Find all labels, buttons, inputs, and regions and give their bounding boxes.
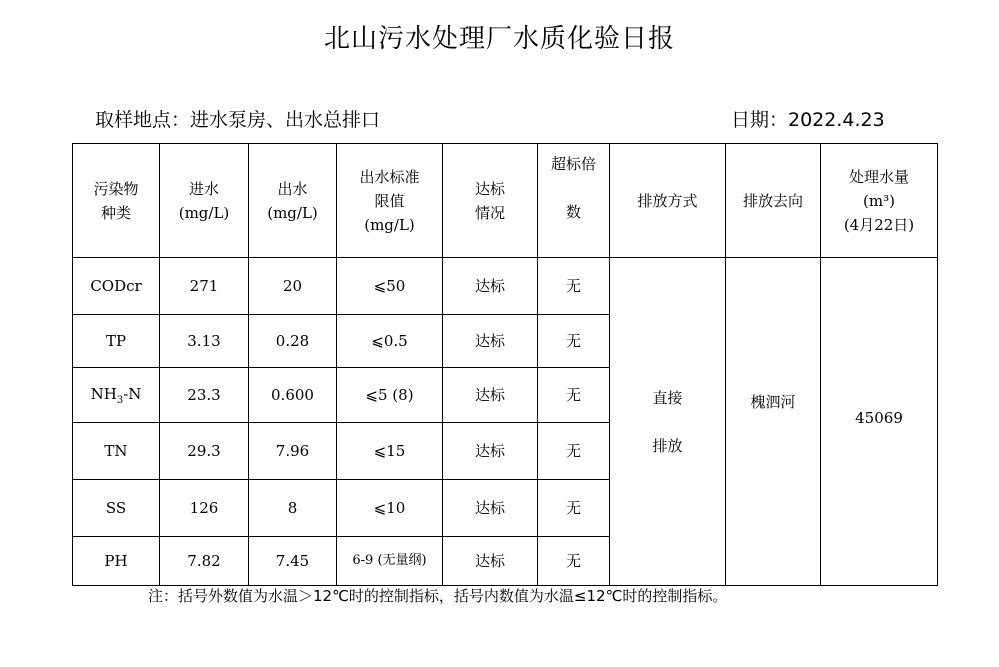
header-exceed: 超标倍 数	[538, 144, 610, 258]
limit-value: ⩽5 (8)	[337, 368, 443, 423]
header-outflow: 出水 (mg/L)	[249, 144, 337, 258]
exceed-value: 无	[538, 537, 610, 586]
limit-value: 6-9 (无量纲)	[337, 537, 443, 586]
inflow-value: 29.3	[160, 423, 249, 480]
table-row	[73, 258, 938, 315]
header-volume: 处理水量 (m³) (4月22日)	[821, 144, 938, 258]
header-status: 达标 情况	[443, 144, 538, 258]
limit-value: ⩽0.5	[337, 315, 443, 368]
status-value: 达标	[443, 368, 538, 423]
outflow-value: 0.28	[249, 315, 337, 368]
inflow-value: 3.13	[160, 315, 249, 368]
pollutant-name: TN	[73, 423, 160, 480]
pollutant-name: PH	[73, 537, 160, 586]
limit-value: ⩽10	[337, 480, 443, 537]
footnote: 注：括号外数值为水温＞12℃时的控制指标，括号内数值为水温≤12℃时的控制指标。	[148, 587, 728, 605]
discharge-method: 直接 排放	[610, 258, 726, 586]
inflow-value: 271	[160, 258, 249, 315]
inflow-value: 126	[160, 480, 249, 537]
outflow-value: 0.600	[249, 368, 337, 423]
outflow-value: 7.45	[249, 537, 337, 586]
report-title: 北山污水处理厂水质化验日报	[323, 24, 675, 54]
status-value: 达标	[443, 480, 538, 537]
header-inflow: 进水 (mg/L)	[160, 144, 249, 258]
exceed-value: 无	[538, 480, 610, 537]
outflow-value: 8	[249, 480, 337, 537]
exceed-value: 无	[538, 423, 610, 480]
inflow-value: 23.3	[160, 368, 249, 423]
exceed-value: 无	[538, 258, 610, 315]
pollutant-name: CODcr	[73, 258, 160, 315]
pollutant-name: TP	[73, 315, 160, 368]
outflow-value: 20	[249, 258, 337, 315]
exceed-value: 无	[538, 315, 610, 368]
header-limit: 出水标准 限值 (mg/L)	[337, 144, 443, 258]
limit-value: ⩽50	[337, 258, 443, 315]
treated-volume: 45069	[821, 258, 938, 586]
header-row	[73, 144, 938, 258]
limit-value: ⩽15	[337, 423, 443, 480]
sampling-location: 取样地点：进水泵房、出水总排口	[95, 109, 381, 131]
report-date: 日期：2022.4.23	[731, 109, 885, 131]
inflow-value: 7.82	[160, 537, 249, 586]
pollutant-name: $NH_3-N$	[73, 368, 160, 423]
discharge-destination: 槐泗河	[726, 258, 821, 586]
header-destination: 排放去向	[726, 144, 821, 258]
water-quality-table	[72, 143, 938, 586]
header-pollutant: 污染物 种类	[73, 144, 160, 258]
status-value: 达标	[443, 423, 538, 480]
outflow-value: 7.96	[249, 423, 337, 480]
status-value: 达标	[443, 258, 538, 315]
pollutant-name: SS	[73, 480, 160, 537]
header-method: 排放方式	[610, 144, 726, 258]
status-value: 达标	[443, 315, 538, 368]
exceed-value: 无	[538, 368, 610, 423]
status-value: 达标	[443, 537, 538, 586]
